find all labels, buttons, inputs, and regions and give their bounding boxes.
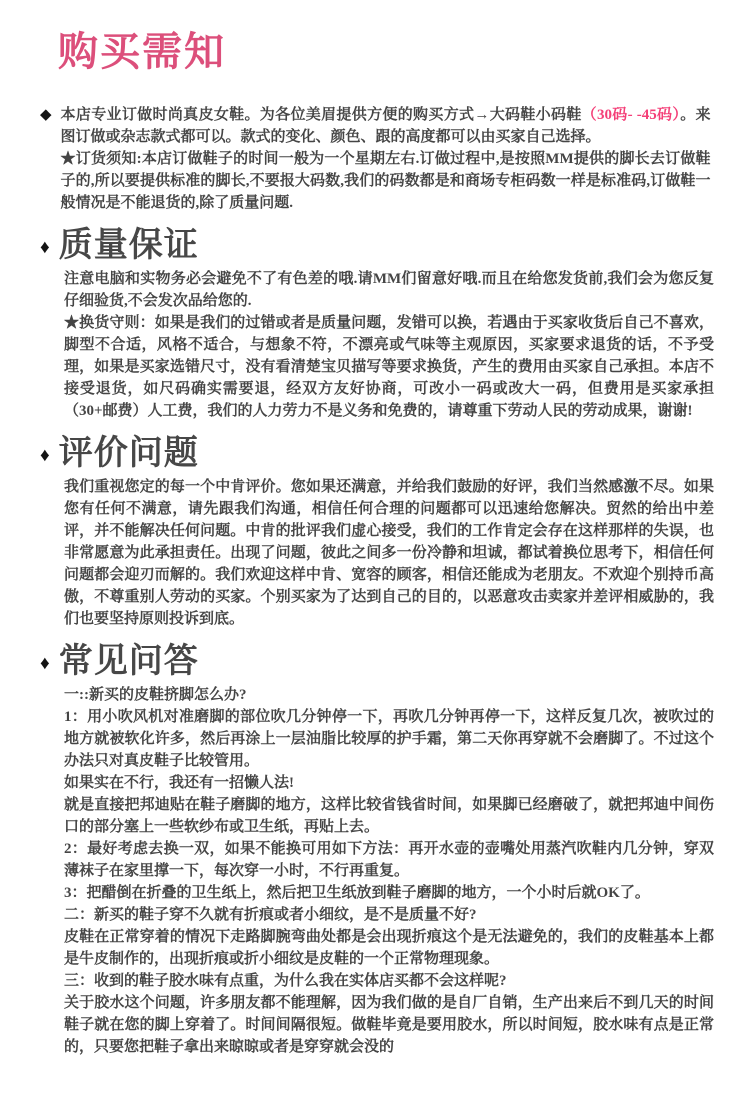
order-notice-paragraph: ★订货须知:本店订做鞋子的时间一般为一个星期左右.订做过程中,是按照MM提供的脚长去订做鞋子的,所以要提供标准的脚长,不要报大码数,我们的码数都是和商场专柜码数一样是标准码,订做鞋一般情况是不能退货的,除了质量问题. bbox=[60, 151, 711, 211]
intro-block bbox=[40, 104, 714, 214]
section-paragraph: 三：收到的鞋子胶水味有点重，为什么我在实体店买都不会这样呢? bbox=[64, 973, 507, 990]
section-paragraph: 皮鞋在正常穿着的情况下走路脚腕弯曲处都是会出现折痕这个是无法避免的，我们的皮鞋基本上都是牛皮制作的，出现折痕或折小细纹是皮鞋的一个正常物理现象。 bbox=[64, 929, 714, 968]
section-body bbox=[64, 684, 714, 1058]
section-paragraph: 就是直接把邦迪贴在鞋子磨脚的地方，这样比较省钱省时间，如果脚已经磨破了，就把邦迪中间伤口的部分塞上一些软纱布或卫生纸，再贴上去。 bbox=[64, 797, 714, 836]
notice-section bbox=[40, 226, 714, 422]
section-heading bbox=[40, 226, 714, 265]
section-paragraph: 如果实在不行，我还有一招懒人法! bbox=[64, 775, 294, 792]
diamond-marker-icon: ♦ bbox=[40, 237, 50, 259]
section-heading bbox=[40, 642, 714, 681]
section-paragraph: ★换货守则：如果是我们的过错或者是质量问题，发错可以换，若遇由于买家收货后自己不喜欢，脚型不合适，风格不适合，与想象不符，不漂亮或气味等主观原因，买家要求退货的话，不予受理，如果是买家选错尺寸，没有看清楚宝贝描写等要求换货，产生的费用由买家自己承担。本店不接受退货，如尺码确实需要退，经双方友好协商，可改小一码或改大一码，但费用是买家承担（30+邮费）人工费，我们的人力劳力不是义务和免费的，请尊重下劳动人民的劳动成果，谢谢! bbox=[64, 315, 714, 420]
section-paragraph: 关于胶水这个问题，许多朋友都不能理解，因为我们做的是自厂自销，生产出来后不到几天的时间鞋子就在您的脚上穿着了。时间间隔很短。做鞋毕竟是要用胶水，所以时间短，胶水味有点是正常的，只要您把鞋子拿出来晾晾或者是穿穿就会没的 bbox=[64, 995, 714, 1056]
intro-text-before: 本店专业订做时尚真皮女鞋。为各位美眉提供方便的购买方式→大码鞋小码鞋 bbox=[60, 107, 582, 123]
size-range-highlight: （30码- -45码） bbox=[581, 107, 681, 123]
section-paragraph: 1：用小吹风机对准磨脚的部位吹几分钟停一下，再吹几分钟再停一下，这样反复几次，被吹过的地方就被软化许多，然后再涂上一层油脂比较厚的护手霜，第二天你再穿就不会磨脚了。不过这个办法只对真皮鞋子比较管用。 bbox=[64, 709, 714, 770]
page-title: 购买需知 bbox=[58, 29, 226, 74]
section-title: 常见问答 bbox=[58, 643, 199, 681]
section-heading bbox=[40, 434, 714, 473]
section-paragraph: 一::新买的皮鞋挤脚怎么办? bbox=[64, 687, 247, 704]
notice-section bbox=[40, 434, 714, 630]
sections-container bbox=[40, 226, 714, 1058]
diamond-marker-icon: ♦ bbox=[40, 653, 50, 675]
notice-section bbox=[40, 642, 714, 1058]
section-body bbox=[64, 268, 714, 422]
section-title: 评价问题 bbox=[58, 435, 199, 473]
section-paragraph: 3：把醋倒在折叠的卫生纸上，然后把卫生纸放到鞋子磨脚的地方，一个小时后就OK了。 bbox=[64, 885, 650, 902]
section-paragraph: 我们重视您定的每一个中肯评价。您如果还满意，并给我们鼓励的好评，我们当然感激不尽。如果您有任何不满意，请先跟我们沟通，相信任何合理的问题都可以迅速给您解决。贸然的给出中差评，并不能解决任何问题。中肯的批评我们虚心接受，我们的工作肯定会存在这样那样的失误，也非常愿意为此承担责任。出现了问题，彼此之间多一份冷静和坦诚，都试着换位思考下，相信任何问题都会迎刃而解的。我们欢迎这样中肯、宽容的顾客，相信还能成为老朋友。不欢迎个别持币高傲，不尊重别人劳动的买家。个别买家为了达到自己的目的，以恶意攻击卖家并差评相威胁的，我们也要坚持原则投诉到底。 bbox=[64, 479, 714, 628]
section-paragraph: 2：最好考虑去换一双，如果不能换可用如下方法：再开水壶的壶嘴处用蒸汽吹鞋内几分钟，穿双薄袜子在家里撑一下，每次穿一小时，不行再重复。 bbox=[64, 841, 714, 880]
diamond-marker-icon: ♦ bbox=[40, 445, 50, 467]
section-body bbox=[64, 476, 714, 630]
section-title: 质量保证 bbox=[58, 227, 199, 264]
diamond-bullet-icon: ◆ bbox=[40, 107, 52, 123]
section-paragraph: 注意电脑和实物务必会避免不了有色差的哦.请MM们留意好哦.而且在给您发货前,我们会为您反复仔细验货,不会发次品给您的. bbox=[64, 271, 714, 310]
intro-text bbox=[61, 104, 711, 214]
intro-paragraph bbox=[61, 104, 711, 148]
intro-text-after: 。来图订做或杂志款式都可以。款式的变化、颜色、跟的高度都可以由买家自己选择。 bbox=[60, 107, 711, 145]
section-paragraph: 二：新买的鞋子穿不久就有折痕或者小细纹，是不是质量不好? bbox=[64, 907, 477, 924]
